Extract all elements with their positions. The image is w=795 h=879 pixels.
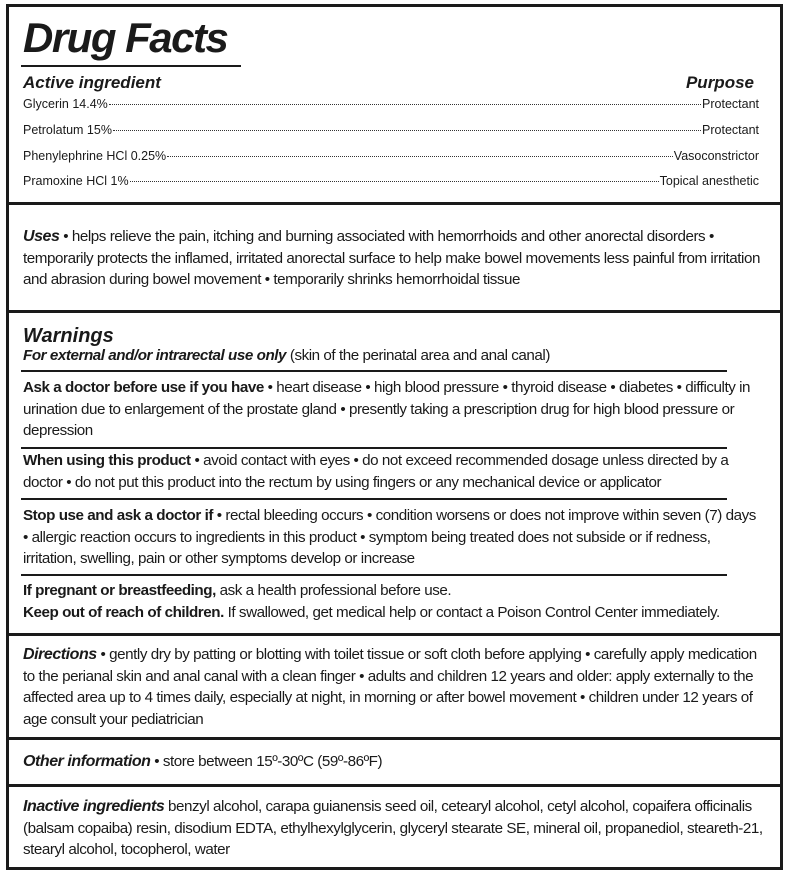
subsection-rule <box>21 370 727 372</box>
drug-facts-panel <box>6 4 783 870</box>
keep-out-line <box>23 602 763 624</box>
stop-use-label: Stop use and ask a doctor if <box>23 507 213 524</box>
when-using-label: When using this product <box>23 452 191 469</box>
external-use-label: For external and/or intrarectal use only <box>23 347 287 364</box>
pregnant-line <box>23 580 763 602</box>
purpose-heading: Purpose <box>685 73 754 92</box>
when-using-text: • avoid contact with eyes • do not exceed recommended dosage unless directed by a doctor • do not put this product into the rectum by using fingers or any mechanical device or applicator <box>23 452 729 491</box>
subsection-rule <box>21 447 727 449</box>
leader-dots <box>130 181 659 182</box>
inactive-ingredients-text: benzyl alcohol, carapa guianensis seed oil, cetearyl alcohol, cetyl alcohol, copaifera officinalis (balsam copaiba) resin, disodium EDTA, ethylhexylglycerin, glyceryl stearate SE, mineral oil, propanediol, steareth-21, stearyl alcohol, tocopherol, water <box>23 798 763 858</box>
other-info-section <box>23 751 763 773</box>
when-using-block <box>23 450 763 493</box>
subsection-rule <box>21 574 727 576</box>
leader-dots <box>113 130 701 131</box>
stop-use-block <box>23 505 763 570</box>
section-divider <box>9 784 780 787</box>
ingredient-purpose: Protectant <box>702 123 759 137</box>
directions-text: • gently dry by patting or blotting with toilet tissue or soft cloth before applying • carefully apply medication to the perianal skin and anal canal with a clean finger • adults and children 12 years and older: apply externally to the affected area up to 4 times daily, especially at night, in morning or after bowel movement • children under 12 years of age consult your pediatrician <box>23 646 757 728</box>
external-use-line <box>23 345 763 367</box>
other-info-label: Other information <box>23 753 151 770</box>
ask-doctor-label: Ask a doctor before use if you have <box>23 379 264 396</box>
section-divider <box>9 310 780 313</box>
ingredient-name: Phenylephrine HCl 0.25% <box>23 149 167 163</box>
directions-label: Directions <box>23 646 97 663</box>
subsection-rule <box>21 498 727 500</box>
keep-out-text: If swallowed, get medical help or contact a Poison Control Center immediately. <box>223 604 720 621</box>
ingredient-row <box>23 122 759 138</box>
ingredient-name: Petrolatum 15% <box>23 123 112 137</box>
warnings-heading: Warnings <box>23 325 114 347</box>
ingredient-row <box>23 96 759 112</box>
directions-section <box>23 644 763 730</box>
inactive-ingredients-section <box>23 796 763 861</box>
ask-doctor-text: • heart disease • high blood pressure • thyroid disease • diabetes • difficulty in urination due to enlargement of the prostate gland • presently taking a prescription drug for high blood pressure or depression <box>23 379 751 439</box>
ingredient-row <box>23 173 759 189</box>
other-info-text: • store between 15º-30ºC (59º-86ºF) <box>150 753 383 770</box>
ingredient-purpose: Vasoconstrictor <box>673 149 759 163</box>
leader-dots <box>109 104 701 105</box>
ingredient-purpose: Protectant <box>702 97 759 111</box>
uses-text: • helps relieve the pain, itching and burning associated with hemorrhoids and other anorectal disorders • temporarily protects the inflamed, irritated anorectal surface to help make bowel movements less painful from irritation and abrasion during bowel movement • temporarily shrinks hemorrhoidal tissue <box>23 228 760 288</box>
active-ingredient-heading: Active ingredient <box>23 73 161 92</box>
uses-label: Uses <box>23 228 60 245</box>
stop-use-text: • rectal bleeding occurs • condition worsens or does not improve within seven (7) days • allergic reaction occurs to ingredients in this product • symptom being treated does not subside or if redness, irritation, swelling, pain or other symptoms develop or increase <box>23 507 756 567</box>
page-title: Drug Facts <box>23 14 228 61</box>
section-divider <box>9 202 780 205</box>
ingredient-row <box>23 148 759 164</box>
keep-out-label: Keep out of reach of children. <box>23 604 224 621</box>
ingredient-name: Pramoxine HCl 1% <box>23 174 129 188</box>
ingredient-name: Glycerin 14.4% <box>23 97 108 111</box>
uses-section <box>23 226 763 291</box>
pregnant-label: If pregnant or breastfeeding, <box>23 582 216 599</box>
external-use-text: (skin of the perinatal area and anal canal) <box>286 347 550 364</box>
leader-dots <box>167 156 673 157</box>
ask-doctor-block <box>23 377 763 442</box>
section-divider <box>9 633 780 636</box>
ingredient-purpose: Topical anesthetic <box>659 174 759 188</box>
section-divider <box>9 737 780 740</box>
inactive-ingredients-label: Inactive ingredients <box>23 798 165 815</box>
title-underline <box>21 65 241 67</box>
pregnant-text: ask a health professional before use. <box>215 582 452 599</box>
